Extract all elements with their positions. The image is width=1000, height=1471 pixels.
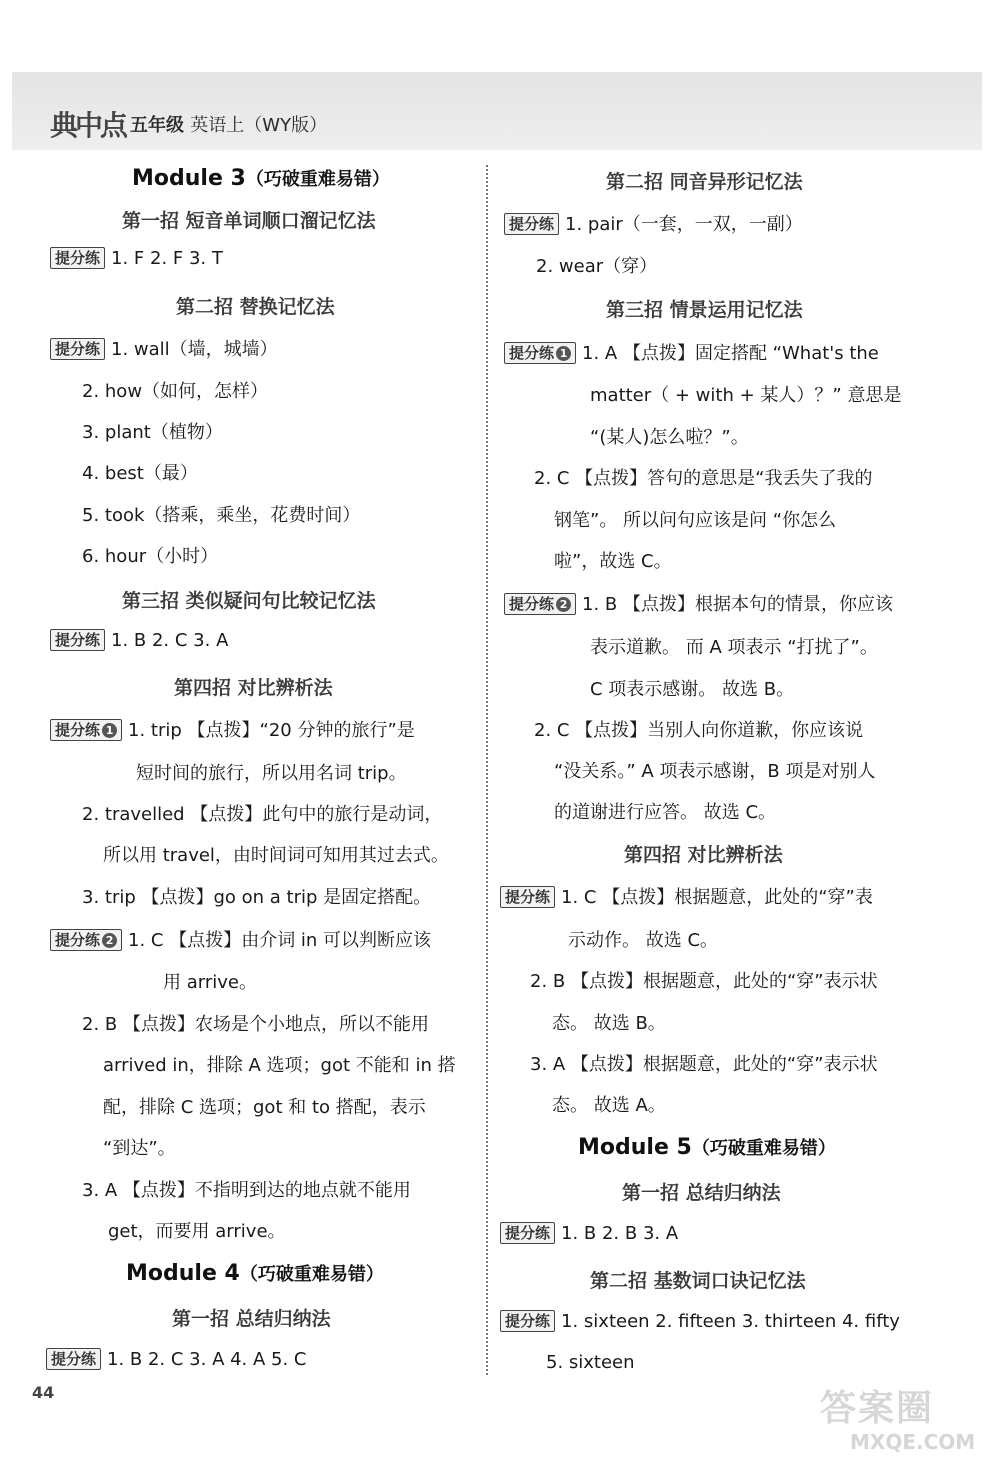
m5-s1-answers xyxy=(500,1222,678,1244)
practice-badge: 提分练 xyxy=(500,886,555,908)
m3-s2-item-4: 4. best（最） xyxy=(82,463,198,484)
m4-s2-item-1 xyxy=(504,210,803,236)
m3-s2-item-3: 3. plant（植物） xyxy=(82,422,223,443)
answer-text: 1. B 2. B 3. A xyxy=(561,1223,679,1244)
m3-s2-item-6: 6. hour（小时） xyxy=(82,546,219,567)
answer-text: 1. B 2. C 3. A xyxy=(111,630,229,651)
m3-s2-item-5: 5. took（搭乘，乘坐，花费时间） xyxy=(82,505,361,526)
m3-s1-answers xyxy=(50,247,223,269)
module-3-tag: （巧破重难易错） xyxy=(245,169,390,190)
m4-s4-item-2: 2. B 【点拨】根据题意，此处的“穿”表示状 xyxy=(530,971,878,992)
m3-s4-p2-item-3: 3. A 【点拨】不指明到达的地点就不能用 xyxy=(82,1180,411,1201)
m3-s4-p2-item-1 xyxy=(50,926,431,952)
header-grade: 五年级 xyxy=(130,115,184,136)
m4-section-1-title: 第一招 总结归纳法 xyxy=(172,1308,331,1330)
book-logo: 典中点 xyxy=(50,109,126,142)
practice-badge: 提分练 xyxy=(50,629,105,651)
badge-number: 2 xyxy=(556,597,571,612)
answer-text: 1. C 【点拨】由介词 in 可以判断应该 xyxy=(128,930,432,951)
m4-s3-p1-item-1-cont2: “(某人)怎么啦？”。 xyxy=(590,427,749,448)
m4-s2-item-2: 2. wear（穿） xyxy=(536,256,658,277)
m3-s4-p2-item-2-cont3: “到达”。 xyxy=(103,1138,176,1159)
m3-s2-item-1 xyxy=(50,335,278,361)
module-5-name: Module 5 xyxy=(578,1135,692,1160)
answer-text: 1. F 2. F 3. T xyxy=(111,248,223,269)
practice-badge-1 xyxy=(50,719,122,741)
answer-text: 1. sixteen 2. fifteen 3. thirteen 4. fifty xyxy=(561,1311,900,1332)
m4-s3-p1-item-2: 2. C 【点拨】答句的意思是“我丢失了我的 xyxy=(534,468,873,489)
answer-text: 1. trip 【点拨】“20 分钟的旅行”是 xyxy=(128,720,415,741)
module-5-title xyxy=(578,1134,836,1160)
m4-s4-item-1 xyxy=(500,883,873,909)
column-divider xyxy=(486,165,488,1375)
module-3-name: Module 3 xyxy=(132,166,246,191)
badge-label: 提分练 xyxy=(55,721,101,739)
practice-badge: 提分练 xyxy=(504,213,559,235)
module-5-tag: （巧破重难易错） xyxy=(691,1138,836,1159)
header-subject: 英语上（WY版） xyxy=(190,115,328,136)
m4-s3-p1-item-2-cont1: 钢笔”。 所以问句应该是问 “你怎么 xyxy=(554,510,837,531)
m3-section-3-title: 第三招 类似疑问句比较记忆法 xyxy=(122,590,376,612)
m3-section-1-title: 第一招 短音单词顺口溜记忆法 xyxy=(122,210,376,232)
page-header xyxy=(12,72,982,150)
m5-s2-item-2: 5. sixteen xyxy=(546,1352,635,1373)
m4-s4-item-2-cont: 态。 故选 B。 xyxy=(552,1013,666,1034)
module-4-title xyxy=(126,1260,384,1286)
m3-section-4-title: 第四招 对比辨析法 xyxy=(174,677,333,699)
m3-section-2-title: 第二招 替换记忆法 xyxy=(176,296,335,318)
page-number: 44 xyxy=(32,1383,55,1402)
answer-text: 1. C 【点拨】根据题意，此处的“穿”表 xyxy=(561,887,873,908)
m4-section-4-title: 第四招 对比辨析法 xyxy=(624,844,783,866)
m4-s3-p1-item-1-cont1: matter（ + with + 某人）？” 意思是 xyxy=(590,385,902,406)
header-title xyxy=(130,111,327,137)
m3-s4-p2-item-2-cont1: arrived in，排除 A 选项；got 不能和 in 搭 xyxy=(103,1055,456,1076)
m3-s4-p2-item-2: 2. B 【点拨】农场是个小地点，所以不能用 xyxy=(82,1014,429,1035)
m4-s3-p1-item-1 xyxy=(504,339,879,365)
module-3-title xyxy=(132,165,390,191)
m4-s1-answers xyxy=(46,1348,307,1370)
m3-s4-p2-item-3-cont: get，而要用 arrive。 xyxy=(108,1221,286,1242)
practice-badge: 提分练 xyxy=(50,338,105,360)
m4-s3-p2-item-1 xyxy=(504,590,893,616)
watermark-logo: 答案圈 xyxy=(820,1388,935,1429)
m3-s4-p1-item-2: 2. travelled 【点拨】此句中的旅行是动词， xyxy=(82,804,443,825)
m4-section-3-title: 第三招 情景运用记忆法 xyxy=(606,299,803,321)
m4-s3-p2-item-2-cont1: “没关系。” A 项表示感谢，B 项是对别人 xyxy=(554,761,876,782)
practice-badge: 提分练 xyxy=(500,1222,555,1244)
m4-s4-item-3: 3. A 【点拨】根据题意，此处的“穿”表示状 xyxy=(530,1054,878,1075)
badge-number: 2 xyxy=(102,933,117,948)
answer-text: 1. A 【点拨】固定搭配 “What's the xyxy=(582,343,879,364)
practice-badge: 提分练 xyxy=(500,1310,555,1332)
practice-badge: 提分练 xyxy=(46,1348,101,1370)
answer-text: 1. pair（一套，一双，一副） xyxy=(565,214,803,235)
m4-s3-p2-item-2-cont2: 的道谢进行应答。 故选 C。 xyxy=(554,802,777,823)
m5-section-1-title: 第一招 总结归纳法 xyxy=(622,1182,781,1204)
module-4-tag: （巧破重难易错） xyxy=(239,1264,384,1285)
answer-text: 1. B 【点拨】根据本句的情景，你应该 xyxy=(582,594,893,615)
m3-s4-p1-item-1 xyxy=(50,716,415,742)
badge-label: 提分练 xyxy=(509,344,555,362)
practice-badge: 提分练 xyxy=(50,247,105,269)
m4-s3-p2-item-2: 2. C 【点拨】当别人向你道歉，你应该说 xyxy=(534,720,864,741)
m3-s3-answers xyxy=(50,629,228,651)
m3-s2-item-2: 2. how（如何，怎样） xyxy=(82,381,269,402)
badge-label: 提分练 xyxy=(55,931,101,949)
m3-s4-p1-item-1-cont: 短时间的旅行，所以用名词 trip。 xyxy=(136,763,407,784)
answer-text: 1. wall（墙，城墙） xyxy=(111,339,278,360)
practice-badge-1 xyxy=(504,342,576,364)
practice-badge-2 xyxy=(504,593,576,615)
module-4-name: Module 4 xyxy=(126,1261,240,1286)
badge-label: 提分练 xyxy=(509,595,555,613)
m4-s3-p2-item-1-cont1: 表示道歉。 而 A 项表示 “打扰了”。 xyxy=(590,637,878,658)
badge-number: 1 xyxy=(556,346,571,361)
watermark-url: MXQE.COM xyxy=(850,1430,976,1454)
m4-s4-item-3-cont: 态。 故选 A。 xyxy=(552,1095,666,1116)
answer-text: 1. B 2. C 3. A 4. A 5. C xyxy=(107,1349,307,1370)
m4-s3-p1-item-2-cont2: 啦”，故选 C。 xyxy=(554,551,672,572)
practice-badge-2 xyxy=(50,929,122,951)
m3-s4-p2-item-1-cont: 用 arrive。 xyxy=(163,972,257,993)
m3-s4-p1-item-2-cont: 所以用 travel，由时间词可知用其过去式。 xyxy=(103,845,449,866)
m3-s4-p2-item-2-cont2: 配，排除 C 选项；got 和 to 搭配，表示 xyxy=(103,1097,426,1118)
m4-s3-p2-item-1-cont2: C 项表示感谢。 故选 B。 xyxy=(590,679,795,700)
m5-s2-item-1 xyxy=(500,1310,900,1332)
m5-section-2-title: 第二招 基数词口诀记忆法 xyxy=(590,1270,806,1292)
m4-section-2-title: 第二招 同音异形记忆法 xyxy=(606,171,803,193)
m3-s4-p1-item-3: 3. trip 【点拨】go on a trip 是固定搭配。 xyxy=(82,887,432,908)
badge-number: 1 xyxy=(102,723,117,738)
m4-s4-item-1-cont: 示动作。 故选 C。 xyxy=(568,930,719,951)
